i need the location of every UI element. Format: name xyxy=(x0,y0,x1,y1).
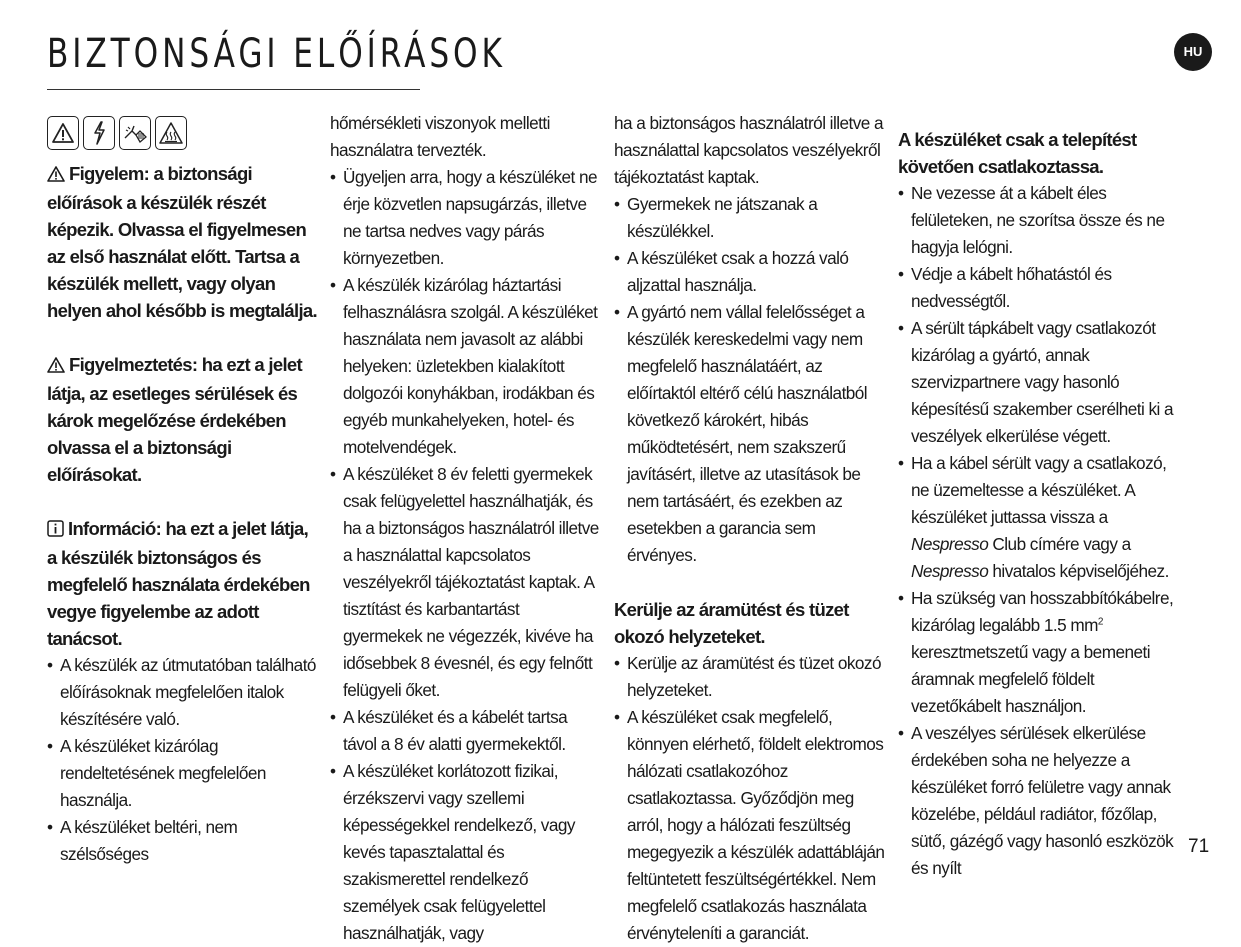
page-title: BIZTONSÁGI ELŐÍRÁSOK xyxy=(47,31,506,77)
page-number: 71 xyxy=(1188,836,1210,857)
hazard-icon-row xyxy=(47,116,317,154)
notice-information xyxy=(47,515,317,652)
section-heading-connect-after-install: A készüléket csak a telepítést követően csatlakoztassa. xyxy=(898,129,1137,177)
notice-attention-text: Figyelem: a biztonsági előírások a készülék részét képezik. Olvassa el figyelmesen az első használat előtt. Tartsa a készülék mellett, vagy olyan helyen ahol később is megtalálja. xyxy=(47,163,317,321)
extension-bullet-text: keresztmetszetű vagy a bemeneti áramnak megfelelő földelt vezetőkábelt használjon. xyxy=(911,642,1150,716)
list-item: • Gyermekek ne játszanak a készülékkel. xyxy=(614,191,886,245)
continuation-text: ha a biztonságos használatról illetve a használattal kapcsolatos veszélyekről tájékoztatást kaptak. xyxy=(614,113,884,187)
list-item: • A készüléket csak megfelelő, könnyen elérhető, földelt elektromos hálózati csatlakozóhoz csatlakoztassa. Győződjön meg arról, hogy a hálózati feszültség megegyezik a készülék adattábláján feltüntetett feszültségértékkel. Nem megfelelő csatlakozás használata érvényteleníti a garanciát. xyxy=(614,704,886,947)
pinch-hazard-icon xyxy=(119,116,151,150)
column-1 xyxy=(47,110,317,868)
warning-triangle-icon xyxy=(47,353,65,380)
cable-bullet-text: hivatalos képviselőjéhez. xyxy=(988,561,1169,581)
brand-name: Nespresso xyxy=(911,561,989,581)
column-3 xyxy=(614,110,886,947)
cable-safety-list xyxy=(898,180,1174,882)
extension-bullet-text: Ha szükség van hosszabbítókábelre, kizárólag legalább 1.5 mm xyxy=(911,588,1174,635)
notice-information-text: Információ: ha ezt a jelet látja, a készülék biztonságos és megfelelő használata érdekében vegye figyelembe az adott tanácsot. xyxy=(47,518,310,649)
responsibility-list xyxy=(614,191,886,569)
notice-warning-text: Figyelmeztetés: ha ezt a jelet látja, az esetleges sérülések és károk megelőzése érdekében olvassa el a biztonsági előírásokat. xyxy=(47,354,302,485)
language-badge: HU xyxy=(1174,33,1212,71)
cable-bullet-text: Ha a kábel sérült vagy a csatlakozó, ne üzemeltesse a készüléket. A készüléket juttassa vissza a xyxy=(911,453,1167,527)
list-item: • A készüléket csak a hozzá való aljzattal használja. xyxy=(614,245,886,299)
list-item xyxy=(898,585,1174,720)
continuation-text: hőmérsékleti viszonyok melletti használatra tervezték. xyxy=(330,113,550,160)
list-item xyxy=(898,450,1174,585)
warning-triangle-icon xyxy=(47,116,79,150)
list-item: • A készüléket és a kábelét tartsa távol a 8 év alatti gyermekektől. xyxy=(330,704,600,758)
list-item: • Ne vezesse át a kábelt éles felületeken, ne szorítsa össze és ne hagyja lelógni. xyxy=(898,180,1174,261)
list-item: • A gyártó nem vállal felelősséget a készülék kereskedelmi vagy nem megfelelő használatáért, az előírtaktól eltérő célú használatból következő károkért, hibás működtetésért, nem szakszerű javításért, illetve az utasítások be nem tartásáért, és ezekben az esetekben a garancia sem érvényes. xyxy=(614,299,886,569)
title-divider xyxy=(47,89,420,90)
electric-safety-list xyxy=(614,650,886,947)
list-item: • A készülék az útmutatóban található előírásoknak megfelelően italok készítésére való. xyxy=(47,652,317,733)
list-item: • A veszélyes sérülések elkerülése érdekében soha ne helyezze a készüléket forró felületre vagy annak közelébe, például radiátor, főzőlap, sütő, gázégő vagy hasonló eszközök és nyílt xyxy=(898,720,1174,882)
list-item: • Ügyeljen arra, hogy a készüléket ne érje közvetlen napsugárzás, illetve ne tartsa nedves vagy párás környezetben. xyxy=(330,164,600,272)
brand-name: Nespresso xyxy=(911,534,989,554)
list-item: • A készüléket kizárólag rendeltetésének megfelelően használja. xyxy=(47,733,317,814)
list-item: • A sérült tápkábelt vagy csatlakozót kizárólag a gyártó, annak szervizpartnere vagy hasonló képesítésű szakember cserélheti ki a veszélyek elkerülése végett. xyxy=(898,315,1174,450)
list-item: • A készüléket 8 év feletti gyermekek csak felügyelettel használhatják, és ha a biztonságos használatról illetve a használattal kapcsolatos veszélyekről tájékoztatást kaptak. A tisztítást és karbantartást gyermekek ne végezzék, kivéve ha idősebbek 8 évesnél, és egy felnőtt felügyeli őket. xyxy=(330,461,600,704)
column-2 xyxy=(330,110,600,947)
warning-triangle-icon xyxy=(47,162,65,189)
list-item: • A készüléket korlátozott fizikai, érzékszervi vagy szellemi képességekkel rendelkező, vagy kevés tapasztalattal és szakismerettel rendelkező személyek csak felügyelettel használhatják, vagy xyxy=(330,758,600,947)
notice-warning xyxy=(47,351,317,488)
list-item: • A készüléket beltéri, nem szélsőséges xyxy=(47,814,317,868)
list-item: • Kerülje az áramütést és tüzet okozó helyzeteket. xyxy=(614,650,886,704)
general-use-list xyxy=(47,652,317,868)
column-4 xyxy=(898,110,1174,882)
info-icon xyxy=(47,517,64,544)
notice-attention xyxy=(47,160,317,324)
list-item: • Védje a kábelt hőhatástól és nedvességtől. xyxy=(898,261,1174,315)
list-item: • A készülék kizárólag háztartási felhasználásra szolgál. A készüléket használata nem javasolt az alábbi helyeken: üzletekben kialakított dolgozói konyhákban, irodákban és egyéb munkahelyeken, hotel- és motelvendégek. xyxy=(330,272,600,461)
cable-bullet-text: Club címére vagy a xyxy=(988,534,1131,554)
section-heading-electric-shock: Kerülje az áramütést és tüzet okozó helyzeteket. xyxy=(614,599,849,647)
electric-shock-icon xyxy=(83,116,115,150)
superscript: 2 xyxy=(1097,616,1103,628)
hot-surface-icon xyxy=(155,116,187,150)
usage-restrictions-list xyxy=(330,164,600,947)
